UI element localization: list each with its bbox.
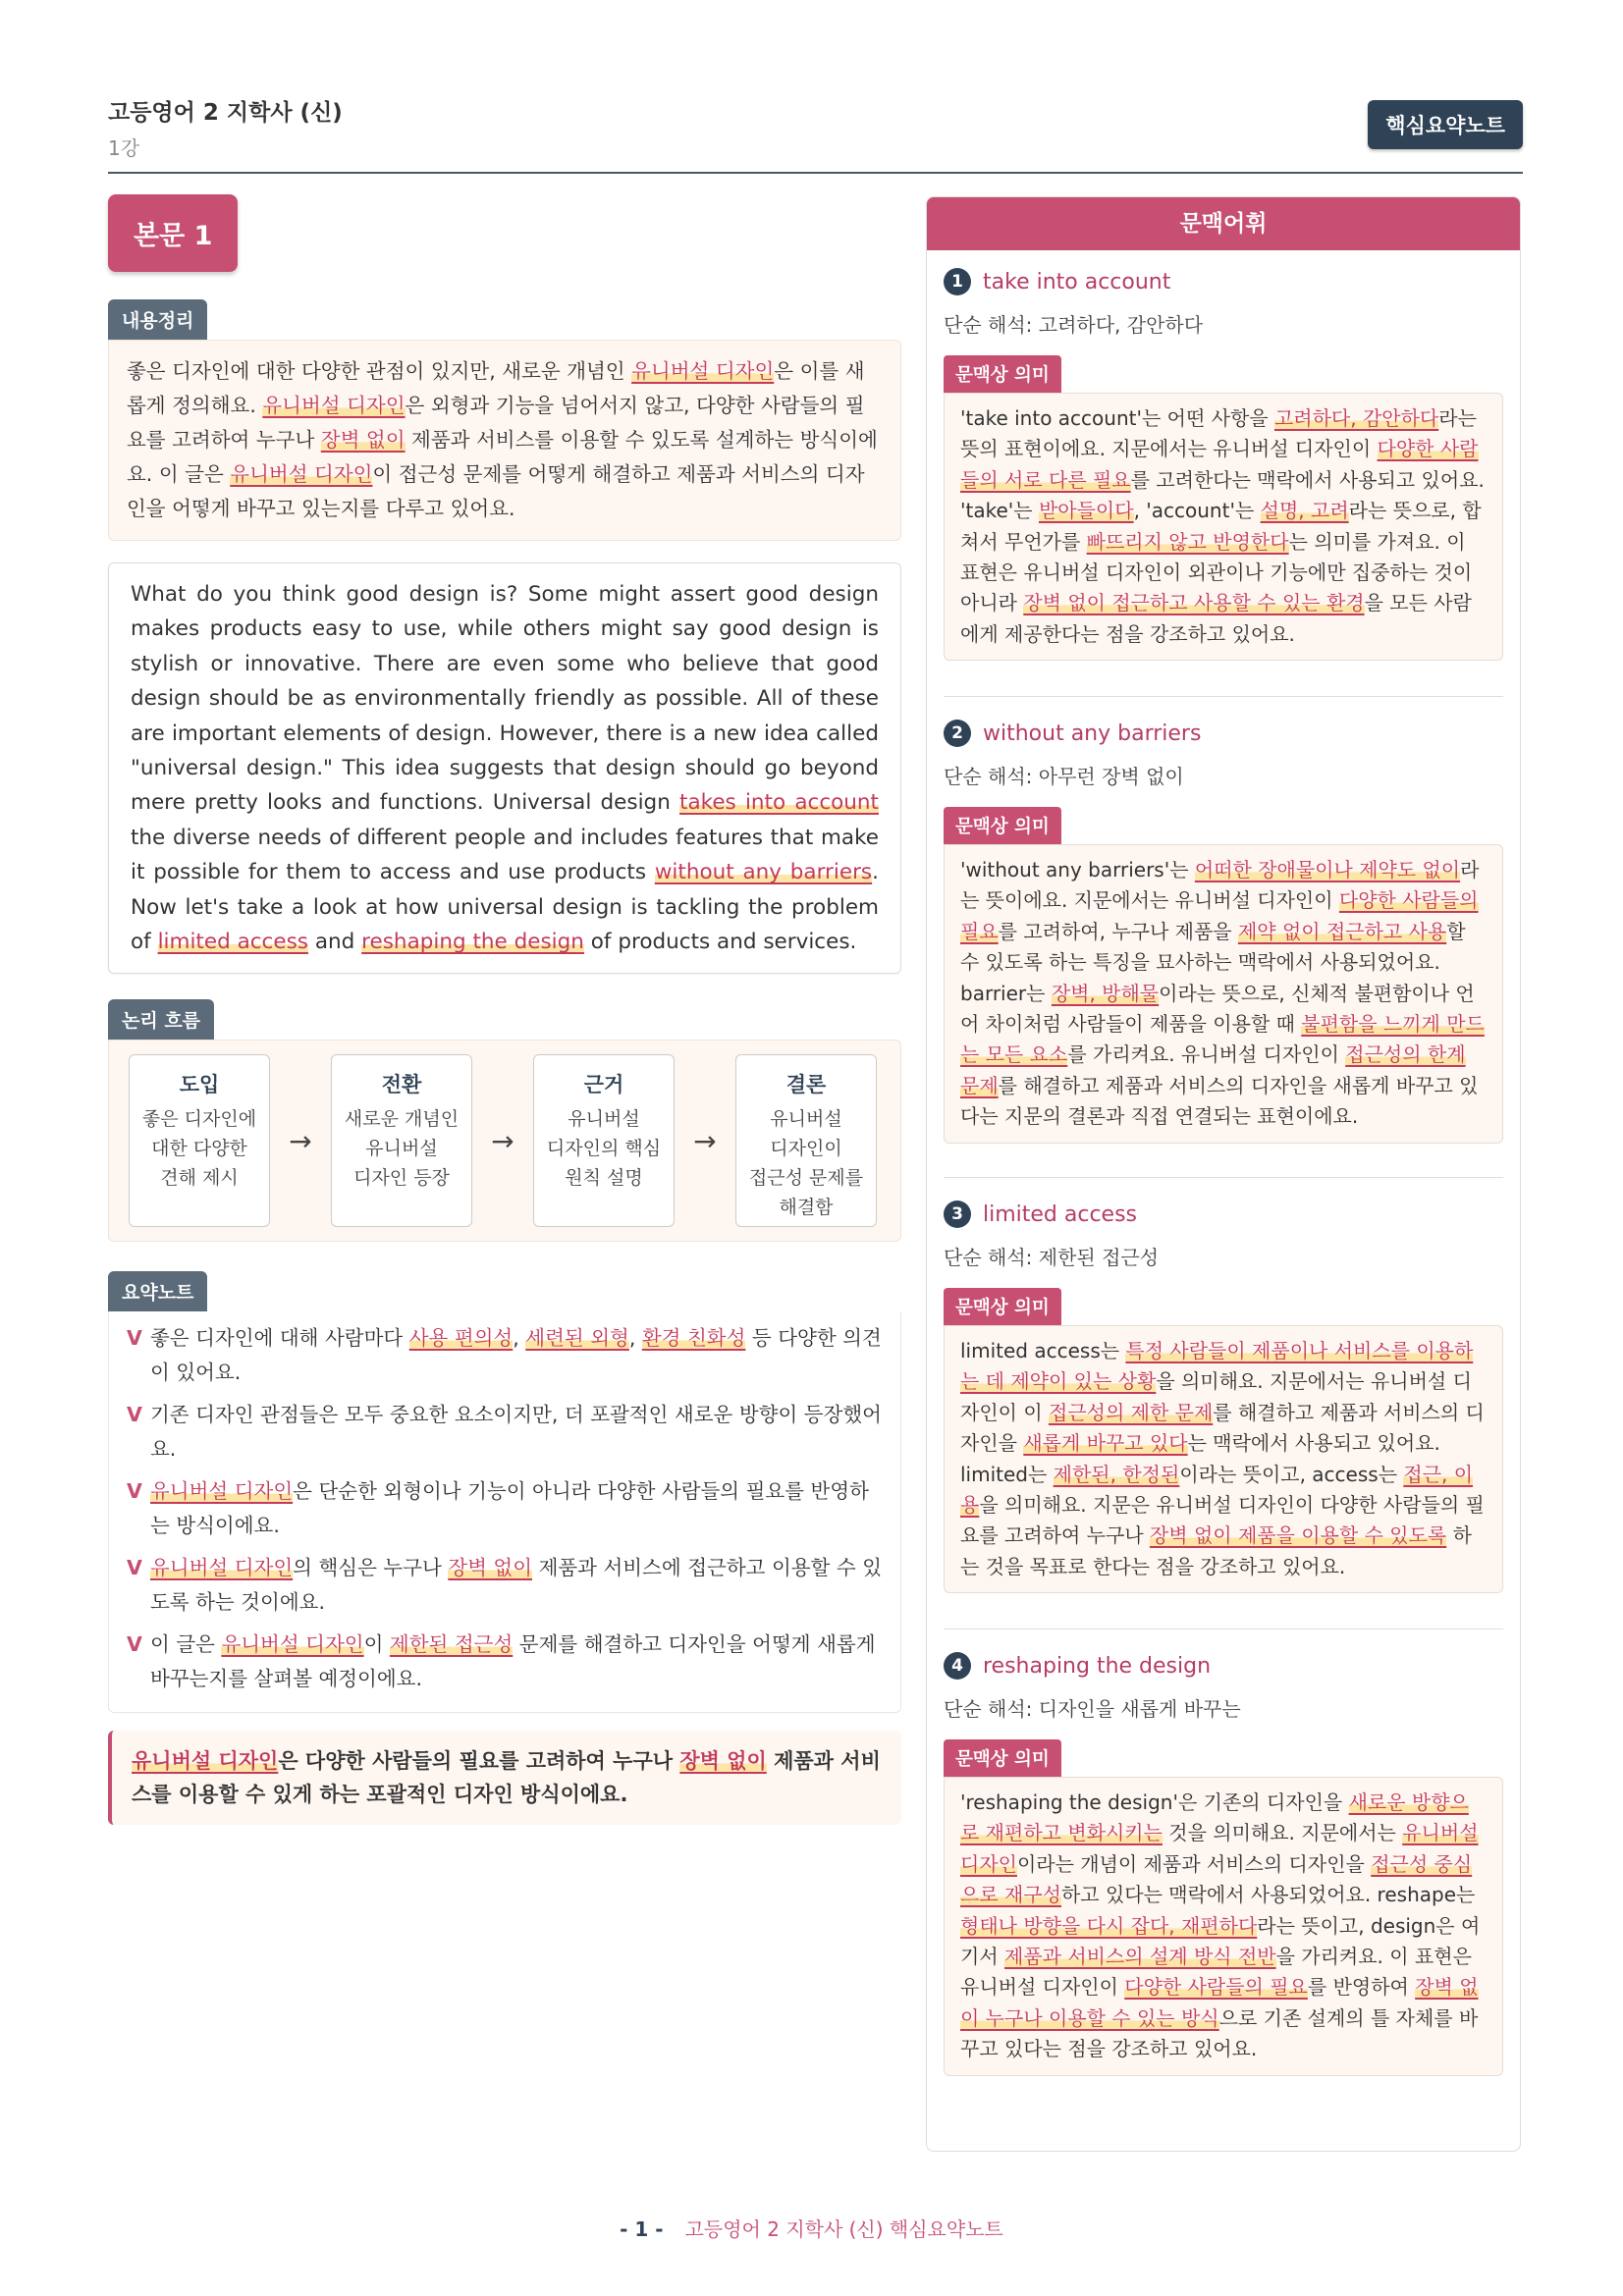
vocab-divider	[944, 696, 1503, 697]
flow-step-line: 디자인 등장	[353, 1167, 450, 1190]
vocab-number-badge: 4	[944, 1652, 971, 1680]
context-text: 이라는 뜻으로, 신체적 불편함이나 언어 차이처럼 사람들이 제품을 이용할 때	[960, 981, 1475, 1037]
flow-step-line: 유니버설	[568, 1108, 640, 1131]
summary-note-section	[108, 1271, 901, 1713]
flow-step-body	[534, 1104, 674, 1193]
page-footer	[0, 2214, 1623, 2242]
context-text: 을 의미해요. 지문은 유니버설 디자인이 다양한 사람들의 필요를 고려하여 누구나	[960, 1493, 1485, 1548]
highlight-term: 장벽 없이 누구나 이용할 수 있는 방식	[960, 1975, 1479, 2030]
vocab-number-badge: 2	[944, 720, 971, 747]
passage-text: and	[308, 930, 362, 955]
context-meaning-tag: 문맥상 의미	[944, 355, 1061, 393]
highlight-term: 빠뜨리지 않고 반영한다	[1086, 529, 1289, 554]
flow-step-line: 유니버설	[770, 1108, 842, 1131]
page-number: - 1 -	[620, 2217, 664, 2241]
passage-key-phrase: reshaping the design	[361, 930, 584, 955]
highlight-term: 유니버설 디자인	[960, 1821, 1479, 1876]
summary-text: 기존 디자인 관점들은 모두 중요한 요소이지만, 더 포괄적인 새로운 방향이 등장했어요.	[150, 1403, 882, 1462]
simple-value: 고려하다, 감안하다	[1038, 313, 1204, 337]
highlight-term: 유니버설 디자인	[262, 394, 406, 417]
context-text: 를 해결하고 제품과 서비스의 디자인을 새롭게 바꾸고 있다는 지문의 결론과 직접 연결되는 표현이에요.	[960, 1073, 1479, 1129]
highlight-term: 유니버설 디자인	[150, 1479, 294, 1504]
vocab-term: take into account	[983, 269, 1171, 294]
vocab-panel-title: 문맥어휘	[927, 197, 1520, 250]
vocab-divider	[944, 1177, 1503, 1178]
highlight-term: 유니버설 디자인	[230, 462, 373, 486]
arrow-right-icon: →	[289, 1124, 312, 1157]
highlight-term: 제품과 서비스의 설계 방식 전반	[1004, 1945, 1276, 1969]
highlight-term: 장벽 없이 접근하고 사용할 수 있는 환경	[1023, 591, 1365, 615]
highlight-term: 제한된, 한정된	[1053, 1462, 1180, 1486]
flow-step-line: 원칙 설명	[565, 1167, 643, 1190]
check-icon: V	[127, 1479, 142, 1504]
highlight-term: 형태나 방향을 다시 잡다, 재편하다	[960, 1913, 1258, 1938]
vocab-term-row	[944, 1201, 1503, 1228]
arrow-right-icon: →	[491, 1124, 514, 1157]
content-summary-text: 제품과 서비스를 이용할 수 있도록 설계하는 방식이에요. 이 글은	[127, 428, 878, 486]
summary-text: 문제를 해결하고 디자인을 어떻게 새롭게 바꾸는지를 살펴볼 예정이에요.	[150, 1632, 876, 1691]
content-summary-section	[108, 299, 901, 541]
highlight-term: 접근성 중심으로 재구성	[960, 1851, 1473, 1907]
highlight-term: 장벽 없이	[679, 1749, 767, 1774]
section-title: 본문 1	[108, 194, 238, 272]
footer-title: 고등영어 2 지학사 (신) 핵심요약노트	[684, 2217, 1003, 2241]
summary-text: 이 글은	[150, 1632, 222, 1657]
passage-text: the diverse needs of different people and includes features that make it possible for them to access and use products	[131, 825, 879, 885]
summary-item	[127, 1628, 883, 1696]
flow-step-conclusion	[735, 1054, 877, 1227]
highlight-term: 접근, 이용	[960, 1462, 1474, 1518]
context-text: 라는 뜻의 표현이에요. 지문에서는 유니버설 디자인이	[960, 406, 1477, 461]
context-text: 는 의미를 가져요. 이 표현은 유니버설 디자인이 외관이나 기능에만 집중하는 것이 아니라	[960, 529, 1473, 615]
passage-key-phrase: takes into account	[679, 790, 879, 816]
vocab-item-limited-access	[944, 1201, 1503, 1593]
vocab-term-row	[944, 1652, 1503, 1680]
arrow-right-icon: →	[693, 1124, 717, 1157]
flow-step-head: 결론	[785, 1073, 827, 1097]
flow-step-head: 전환	[381, 1073, 422, 1097]
flow-step-line: 견해 제시	[160, 1167, 239, 1190]
vocab-item-without-any-barriers	[944, 720, 1503, 1144]
summary-note-box	[108, 1311, 901, 1713]
content-summary-text: 은 외형과 기능을 넘어서지 않고, 다양한 사람들의 필요를 고려하여 누구나	[127, 394, 865, 452]
lesson-label: 1강	[108, 136, 140, 160]
highlight-term: 받아들이다	[1038, 499, 1134, 523]
context-text: 를 가리켜요. 유니버설 디자인이	[1067, 1042, 1346, 1067]
header-divider	[108, 172, 1523, 174]
highlight-term: 세련된 외형	[525, 1326, 629, 1351]
highlight-term: 접근성의 제한 문제	[1049, 1400, 1214, 1424]
highlight-term: 다양한 사람들의 필요	[1124, 1975, 1308, 2000]
highlight-term: 유니버설 디자인	[150, 1556, 294, 1580]
context-text: 하고 있다는 맥락에서 사용되었어요. reshape는	[1060, 1883, 1476, 1907]
context-text: 를 고려하여, 누구나 제품을	[998, 919, 1238, 943]
vocab-simple-meaning	[944, 761, 1503, 789]
highlight-term: 어떠한 장애물이나 제약도 없이	[1194, 858, 1461, 881]
vocab-term: limited access	[983, 1201, 1138, 1227]
conclusion-box	[108, 1731, 901, 1825]
summary-item	[127, 1474, 883, 1543]
highlight-term: 장벽 없이	[320, 428, 406, 452]
conclusion-text: 은 다양한 사람들의 필요를 고려하여 누구나	[278, 1749, 680, 1774]
flow-step-head: 도입	[179, 1073, 220, 1097]
summary-text: 제품과 서비스에 접근하고 이용할 수 있도록 하는 것이에요.	[150, 1556, 882, 1615]
summary-text: 이	[363, 1632, 390, 1657]
simple-label: 단순 해석:	[944, 765, 1033, 788]
context-text: 를 해결하고 제품과 서비스의 디자인을	[960, 1400, 1485, 1456]
context-text: 것을 의미해요. 지문에서는	[1162, 1821, 1403, 1845]
passage-text: of products and services.	[583, 930, 857, 955]
passage-text: What do you think good design is? Some might assert good design makes products easy to use, while others might say good design is stylish or innovative. There are even some who believe that good design should be as environmentally friendly as possible. All of these are important elements of design. However, there is a new idea called "universal design." This idea suggests that design should go beyond mere pretty looks and functions. Universal design	[131, 582, 879, 816]
flow-step-line: 디자인의 핵심	[546, 1138, 662, 1160]
vocab-simple-meaning	[944, 1242, 1503, 1270]
vocab-simple-meaning	[944, 309, 1503, 338]
simple-value: 디자인을 새롭게 바꾸는	[1038, 1697, 1241, 1721]
context-meaning-box	[944, 393, 1503, 661]
content-summary-text: 좋은 디자인에 대한 다양한 관점이 있지만, 새로운 개념인	[127, 359, 632, 383]
logic-flow-box	[108, 1040, 901, 1242]
vocab-item-take-into-account	[944, 268, 1503, 661]
passage-key-phrase: without any barriers	[654, 860, 873, 885]
highlight-term: 새롭게 바꾸고 있다	[1023, 1431, 1188, 1456]
context-text: 를 반영하여	[1307, 1975, 1416, 2000]
check-icon: V	[127, 1556, 142, 1580]
highlight-term: 장벽 없이	[448, 1556, 533, 1580]
highlight-term: 장벽, 방해물	[1051, 981, 1160, 1005]
flow-step-body	[332, 1104, 471, 1193]
context-text: 라는 뜻이에요. 지문에서는 유니버설 디자인이	[960, 858, 1480, 913]
flow-step-head: 근거	[583, 1073, 624, 1097]
context-text: 라는 뜻으로, 합쳐서 무언가를	[960, 499, 1482, 554]
summary-text: ,	[628, 1326, 642, 1351]
vocab-number-badge: 3	[944, 1201, 971, 1228]
content-summary-tag: 내용정리	[108, 299, 207, 340]
summary-item	[127, 1398, 883, 1467]
flow-step-line: 디자인이	[770, 1138, 842, 1160]
flow-step-line: 대한 다양한	[151, 1138, 247, 1160]
vocab-term-row	[944, 720, 1503, 747]
highlight-term: 고려하다, 감안하다	[1273, 406, 1439, 430]
flow-step-turn	[331, 1054, 472, 1227]
summary-text: ,	[513, 1326, 526, 1351]
vocab-number-badge: 1	[944, 268, 971, 295]
vocab-item-reshaping-the-design	[944, 1652, 1503, 2076]
flow-step-line: 해결함	[779, 1197, 834, 1219]
flow-step-evidence	[533, 1054, 675, 1227]
highlight-term: 다양한 사람들의 서로 다른 필요	[960, 437, 1479, 492]
context-text: 을 가리켜요. 이 표현은 유니버설 디자인이	[960, 1945, 1472, 2000]
passage-box	[108, 562, 901, 974]
highlight-term: 유니버설 디자인	[221, 1632, 364, 1657]
vocab-term-row	[944, 268, 1503, 295]
summary-note-tag: 요약노트	[108, 1271, 207, 1311]
context-meaning-tag: 문맥상 의미	[944, 1739, 1061, 1777]
highlight-term: 제한된 접근성	[389, 1632, 514, 1657]
highlight-term: 불편함을 느끼게 만드는 모든 요소	[960, 1012, 1485, 1067]
highlight-term: 다양한 사람들의 필요	[960, 888, 1479, 943]
context-text: 으로 기존 설계의 틀 자체를 바꾸고 있다는 점을 강조하고 있어요.	[960, 2005, 1479, 2061]
passage-text: . Now let's take a look at how universal design is tackling the problem of	[131, 860, 879, 955]
context-text: 라는 뜻이고, design은 여기서	[960, 1913, 1481, 1969]
flow-step-line: 유니버설	[365, 1138, 438, 1160]
flow-step-line: 새로운 개념인	[344, 1108, 460, 1131]
context-text: 을 의미해요. 지문에서는 유니버설 디자인이 이	[960, 1369, 1472, 1424]
content-summary-box	[108, 340, 901, 541]
highlight-term: 접근성의 한계 문제	[960, 1042, 1466, 1097]
highlight-term: 새로운 방향으로 재편하고 변화시키는	[960, 1790, 1469, 1845]
context-text: 이라는 개념이 제품과 서비스의 디자인을	[1016, 1851, 1372, 1876]
context-text: , 'account'는	[1133, 499, 1261, 523]
note-type-badge: 핵심요약노트	[1368, 100, 1523, 149]
check-icon: V	[127, 1632, 142, 1657]
summary-item	[127, 1321, 883, 1390]
highlight-term: 장벽 없이 제품을 이용할 수 있도록	[1149, 1523, 1447, 1548]
highlight-term: 특정 사람들이 제품이나 서비스를 이용하는 데 제약이 있는 상황	[960, 1339, 1474, 1394]
highlight-term: 제약 없이 접근하고 사용	[1237, 919, 1447, 943]
passage-key-phrase: limited access	[157, 930, 309, 955]
check-icon: V	[127, 1326, 142, 1351]
simple-label: 단순 해석:	[944, 1697, 1033, 1721]
context-meaning-tag: 문맥상 의미	[944, 1288, 1061, 1325]
flow-step-line: 좋은 디자인에	[141, 1108, 257, 1131]
doc-title: 고등영어 2 지학사 (신)	[108, 100, 343, 126]
simple-value: 제한된 접근성	[1038, 1246, 1160, 1269]
check-icon: V	[127, 1403, 142, 1427]
highlight-term: 환경 친화성	[641, 1326, 746, 1351]
summary-text: 좋은 디자인에 대해 사람마다	[150, 1326, 409, 1351]
simple-label: 단순 해석:	[944, 313, 1033, 337]
logic-flow-tag: 논리 흐름	[108, 999, 214, 1040]
content-summary-text: 이 접근성 문제를 어떻게 해결하고 제품과 서비스의 디자인을 어떻게 바꾸고 있는지를 다루고 있어요.	[127, 462, 865, 520]
context-text: 를 고려한다는 맥락에서 사용되고 있어요. 'take'는	[960, 467, 1485, 523]
vocab-term: without any barriers	[983, 721, 1202, 746]
conclusion-text: 제품과 서비스를 이용할 수 있게 하는 포괄적인 디자인 방식이에요.	[132, 1749, 881, 1807]
context-text: 'without any barriers'는	[960, 858, 1195, 881]
flow-step-body	[736, 1104, 876, 1222]
summary-text: 은 단순한 외형이나 기능이 아니라 다양한 사람들의 필요를 반영하는 방식이에요.	[150, 1479, 869, 1538]
context-text: 'take into account'는 어떤 사항을	[960, 406, 1274, 430]
context-text: 이라는 뜻이고, access는	[1179, 1462, 1404, 1486]
logic-flow-section	[108, 999, 901, 1242]
simple-label: 단순 해석:	[944, 1246, 1033, 1269]
flow-step-intro	[129, 1054, 270, 1227]
context-text: 는 맥락에서 사용되고 있어요. limited는	[960, 1431, 1440, 1486]
highlight-term: 설명, 고려	[1260, 499, 1349, 523]
highlight-term: 유니버설 디자인	[631, 359, 775, 383]
context-text: limited access는	[960, 1339, 1126, 1362]
flow-step-body	[130, 1104, 269, 1193]
summary-text: 등 다양한 의견이 있어요.	[150, 1326, 882, 1385]
highlight-term: 유니버설 디자인	[132, 1749, 279, 1774]
vocab-panel	[926, 196, 1521, 2152]
simple-value: 아무런 장벽 없이	[1038, 765, 1184, 788]
vocab-term: reshaping the design	[983, 1653, 1212, 1679]
context-text: 을 모든 사람에게 제공한다는 점을 강조하고 있어요.	[960, 591, 1472, 646]
flow-step-line: 접근성 문제를	[748, 1167, 864, 1190]
summary-text: 의 핵심은 누구나	[293, 1556, 449, 1580]
context-meaning-box	[944, 1325, 1503, 1593]
context-text: 'reshaping the design'은 기존의 디자인을	[960, 1790, 1349, 1814]
context-meaning-tag: 문맥상 의미	[944, 807, 1061, 844]
content-summary-text: 은 이를 새롭게 정의해요.	[127, 359, 865, 417]
summary-item	[127, 1551, 883, 1620]
context-text: 할 수 있도록 하는 특징을 묘사하는 맥락에서 사용되었어요. barrier는	[960, 919, 1466, 1005]
context-meaning-box	[944, 1777, 1503, 2076]
context-text: 하는 것을 목표로 한다는 점을 강조하고 있어요.	[960, 1523, 1472, 1578]
main-column	[108, 194, 901, 1825]
highlight-term: 사용 편의성	[408, 1326, 514, 1351]
vocab-simple-meaning	[944, 1693, 1503, 1722]
context-meaning-box	[944, 844, 1503, 1144]
